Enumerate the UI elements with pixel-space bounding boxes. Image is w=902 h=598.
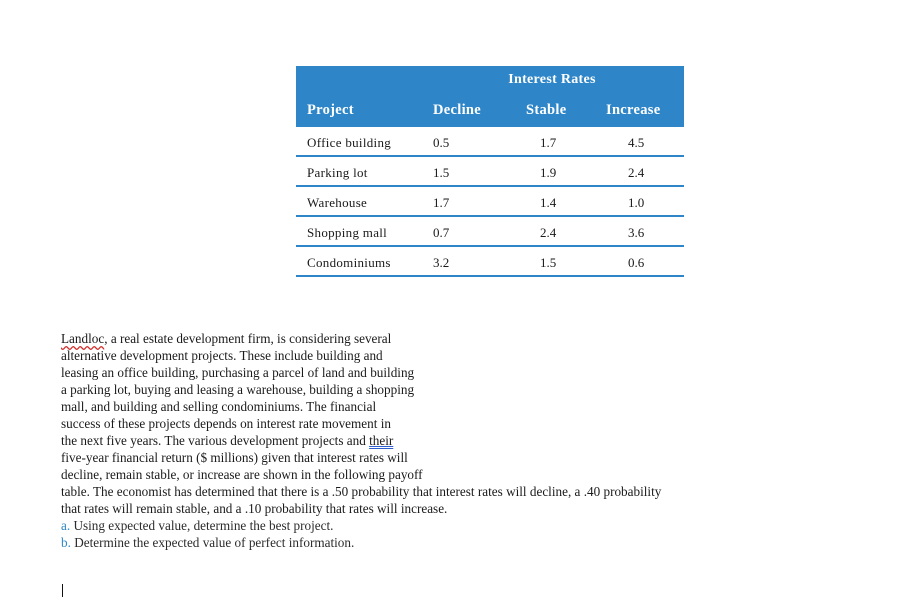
increase-value: 1.0	[628, 195, 645, 210]
table-row	[296, 247, 684, 277]
text-fragment: the next five years. The various development projects and	[61, 433, 370, 448]
column-header-stable: Stable	[526, 102, 567, 118]
company-name: Landloc	[61, 331, 105, 346]
increase-value: 3.6	[628, 225, 645, 240]
stable-value: 1.5	[540, 255, 557, 270]
project-name: Condominiums	[307, 255, 391, 270]
question-a-label: a.	[61, 518, 71, 533]
stable-value: 1.9	[540, 165, 557, 180]
stable-value: 1.4	[540, 195, 557, 210]
question-b-label: b.	[61, 535, 71, 550]
question-a-text: Using expected value, determine the best project.	[73, 518, 334, 533]
column-header-decline: Decline	[433, 102, 482, 118]
text-line: table. The economist has determined that there is a .50 probability that interest rates will decline, a .40 probability	[61, 484, 662, 499]
table-row	[296, 127, 684, 157]
decline-value: 0.7	[433, 225, 450, 240]
question-a	[61, 517, 881, 534]
text-line	[61, 330, 881, 347]
text-line: mall, and building and selling condominiums. The financial	[61, 399, 377, 414]
increase-value: 4.5	[628, 135, 645, 150]
interest-rates-header: Interest Rates	[508, 72, 596, 87]
text-line: alternative development projects. These include building and	[61, 348, 383, 363]
text-cursor	[62, 584, 63, 597]
table-row	[296, 217, 684, 247]
decline-value: 1.7	[433, 195, 450, 210]
decline-value: 0.5	[433, 135, 450, 150]
stable-value: 2.4	[540, 225, 557, 240]
question-b	[61, 534, 881, 551]
problem-text[interactable]	[61, 330, 881, 551]
stable-value: 1.7	[540, 135, 557, 150]
text-line: that rates will remain stable, and a .10 probability that rates will increase.	[61, 501, 448, 516]
project-name: Warehouse	[307, 195, 368, 210]
table-row	[296, 187, 684, 217]
table-row	[296, 157, 684, 187]
column-header-increase: Increase	[606, 102, 661, 118]
decline-value: 3.2	[433, 255, 450, 270]
payoff-table	[296, 66, 684, 277]
project-name: Shopping mall	[307, 225, 388, 240]
project-name: Parking lot	[307, 165, 368, 180]
text-line: decline, remain stable, or increase are shown in the following payoff	[61, 467, 423, 482]
text-line	[61, 432, 881, 449]
column-header-project: Project	[307, 102, 354, 118]
increase-value: 2.4	[628, 165, 645, 180]
increase-value: 0.6	[628, 255, 645, 270]
table-header	[296, 66, 684, 127]
text-line: leasing an office building, purchasing a parcel of land and building	[61, 365, 415, 380]
project-name: Office building	[307, 135, 392, 150]
question-b-text: Determine the expected value of perfect information.	[74, 535, 355, 550]
text-line: success of these projects depends on interest rate movement in	[61, 416, 391, 431]
grammar-flagged-word: their	[369, 433, 394, 448]
text-fragment: , a real estate development firm, is considering several	[104, 331, 392, 346]
decline-value: 1.5	[433, 165, 450, 180]
text-line: five-year financial return ($ millions) given that interest rates will	[61, 450, 408, 465]
text-line: a parking lot, buying and leasing a warehouse, building a shopping	[61, 382, 415, 397]
